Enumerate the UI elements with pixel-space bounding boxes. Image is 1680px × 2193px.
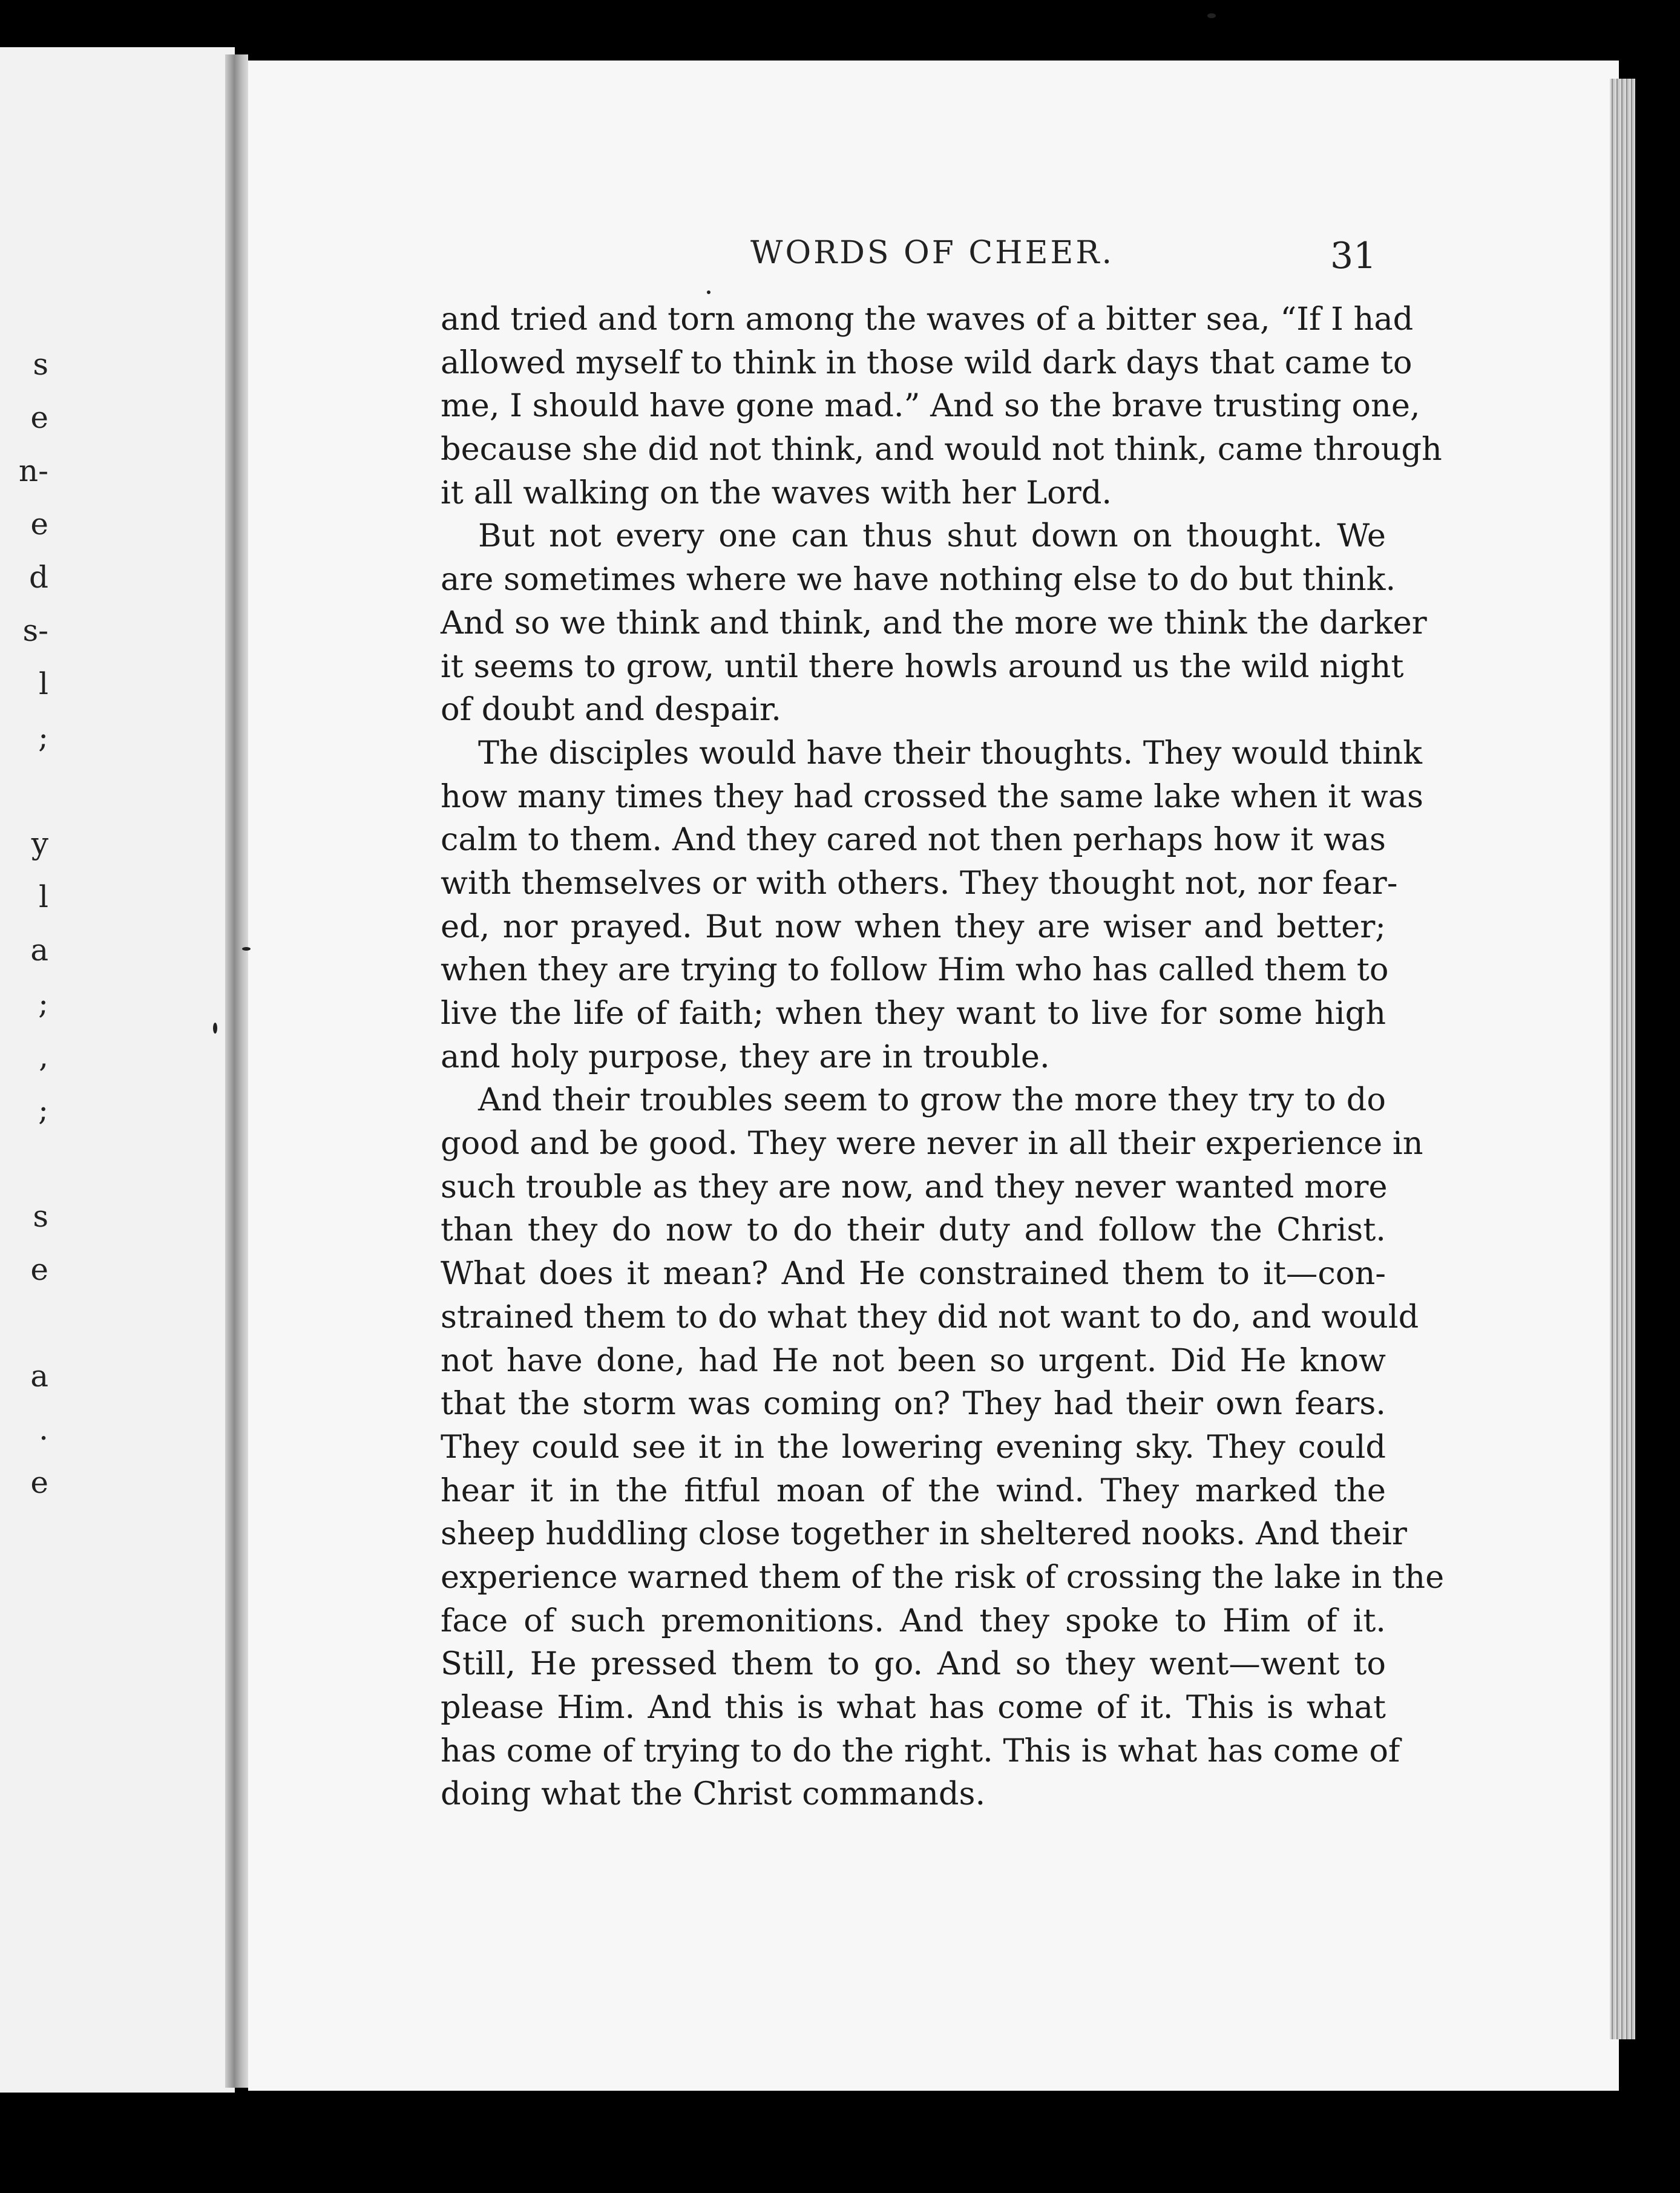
- text-line: such trouble as they are now, and they never wanted more: [441, 1168, 1388, 1205]
- left-margin-fragment: e: [30, 400, 48, 435]
- text-line: not have done, had He not been so urgent. Did He know: [441, 1342, 1386, 1379]
- scan-speck: [707, 290, 710, 294]
- text-line: it seems to grow, until there howls around us the wild night: [441, 647, 1404, 685]
- text-line: And so we think and think, and the more we think the darker: [441, 604, 1427, 641]
- scan-speck: [1207, 13, 1216, 18]
- text-line: and tried and torn among the waves of a bitter sea, “If I had: [441, 301, 1414, 338]
- text-line: calm to them. And they cared not then perhaps how it was: [441, 821, 1386, 859]
- left-margin-fragment: a: [30, 933, 48, 968]
- text-line: good and be good. They were never in all their experience in: [441, 1125, 1423, 1162]
- left-margin-fragment: [0, 1509, 48, 1562]
- left-margin-fragment: e: [30, 506, 48, 542]
- paragraph: [441, 1078, 1445, 1816]
- text-line: me, I should have gone mad.” And so the brave trusting one,: [441, 387, 1420, 425]
- text-line: it all walking on the waves with her Lord.: [441, 474, 1112, 511]
- text-line: with themselves or with others. They thought not, nor fear-: [441, 864, 1398, 902]
- paragraph: [441, 298, 1442, 514]
- text-line: of doubt and despair.: [441, 691, 781, 729]
- left-margin-fragment: e: [30, 1252, 48, 1287]
- left-margin-fragment: s: [33, 347, 48, 382]
- text-line: ed, nor prayed. But now when they are wiser and better;: [441, 908, 1386, 945]
- text-line: when they are trying to follow Him who has called them to: [441, 951, 1389, 989]
- text-line: are sometimes where we have nothing else to do but think.: [441, 561, 1396, 598]
- text-line: because she did not think, and would not think, came through: [441, 431, 1442, 468]
- text-line: how many times they had crossed the same lake when it was: [441, 778, 1423, 815]
- text-line: and holy purpose, they are in trouble.: [441, 1038, 1050, 1075]
- left-margin-fragment: [0, 1296, 48, 1349]
- left-margin-fragment: ;: [38, 720, 48, 755]
- left-margin-fragment: [0, 764, 48, 817]
- text-line: please Him. And this is what has come of it. This is what: [441, 1689, 1386, 1726]
- text-line: What does it mean? And He constrained them to it—con-: [441, 1255, 1386, 1293]
- text-line: And their troubles seem to grow the more they try to do: [478, 1081, 1386, 1119]
- page-number: 31: [1330, 235, 1377, 277]
- text-line: hear it in the fitful moan of the wind. They marked the: [441, 1472, 1386, 1509]
- left-margin-fragment: y: [31, 826, 48, 861]
- text-line: live the life of faith; when they want to live for some high: [441, 995, 1386, 1032]
- text-line: allowed myself to think in those wild dark days that came to: [441, 344, 1413, 381]
- left-margin-fragment: ;: [38, 1092, 48, 1127]
- body-text: [441, 298, 1445, 1816]
- left-margin-fragment: ;: [38, 986, 48, 1021]
- left-margin-fragment: ,: [39, 1039, 48, 1074]
- text-line: face of such premonitions. And they spoke to Him of it.: [441, 1602, 1386, 1639]
- text-line: But not every one can thus shut down on thought. We: [478, 517, 1386, 555]
- text-line: has come of trying to do the right. This is what has come of: [441, 1732, 1400, 1769]
- left-margin-fragment: d: [28, 560, 48, 595]
- paragraph: [441, 514, 1427, 731]
- scan-speck: [213, 1023, 217, 1034]
- text-line: The disciples would have their thoughts. They would think: [478, 734, 1422, 772]
- text-line: Still, He pressed them to go. And so they went—went to: [441, 1645, 1386, 1683]
- text-line: experience warned them of the risk of crossing the lake in the: [441, 1558, 1445, 1596]
- text-line: than they do now to do their duty and follow the Christ.: [441, 1211, 1386, 1249]
- text-line: that the storm was coming on? They had their own fears.: [441, 1385, 1386, 1423]
- text-line: They could see it in the lowering evening sky. They could: [441, 1428, 1386, 1466]
- left-margin-fragment: n-: [18, 453, 48, 488]
- left-margin-fragment: [0, 1136, 48, 1190]
- left-margin-fragment: l: [39, 666, 48, 701]
- running-head: WORDS OF CHEER.: [750, 235, 1115, 271]
- left-margin-fragment: a: [30, 1359, 48, 1394]
- book-gutter: [225, 54, 248, 2088]
- left-margin-fragment: l: [39, 879, 48, 914]
- left-margin-fragment: [0, 1562, 48, 1616]
- left-page: [0, 47, 235, 2093]
- left-margin-fragment: s-: [22, 613, 48, 648]
- text-line: doing what the Christ commands.: [441, 1775, 986, 1813]
- left-margin-fragment: e: [30, 1465, 48, 1500]
- text-line: strained them to do what they did not want to do, and would: [441, 1298, 1419, 1336]
- left-page-text-fragments: [0, 338, 48, 1729]
- left-margin-fragment: s: [33, 1199, 48, 1234]
- scan-speck: [242, 947, 251, 951]
- paragraph: [441, 732, 1423, 1079]
- left-margin-fragment: .: [39, 1412, 48, 1447]
- text-line: sheep huddling close together in sheltered nooks. And their: [441, 1515, 1407, 1553]
- page-edges: [1610, 79, 1635, 2039]
